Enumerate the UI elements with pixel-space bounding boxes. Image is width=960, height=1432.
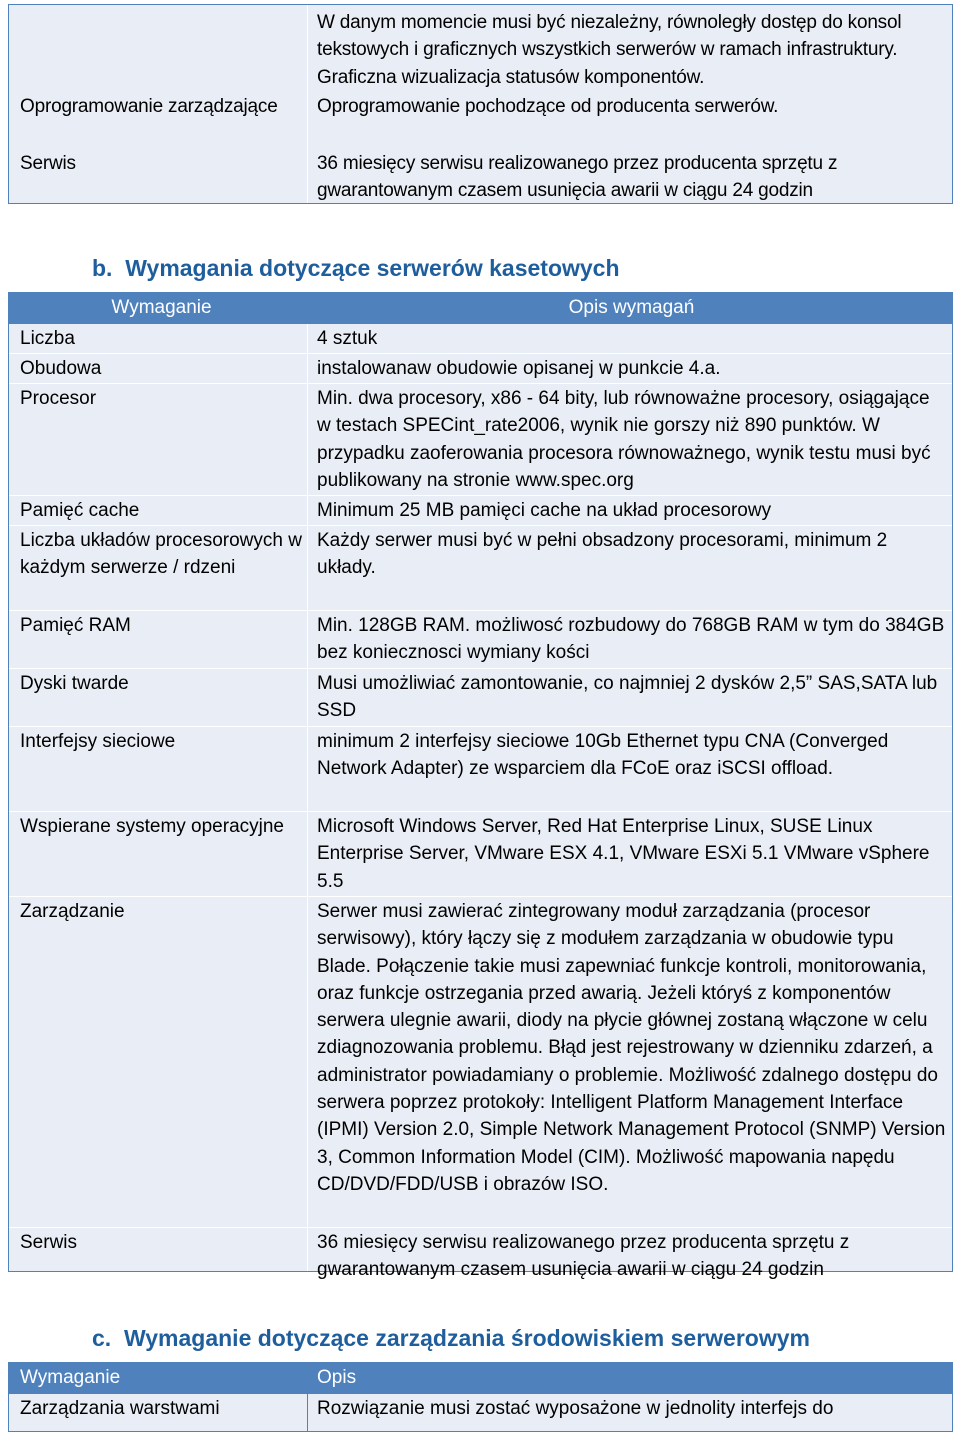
row-label: Procesor (20, 388, 97, 409)
table-row (9, 324, 952, 354)
header-requirement: Wymaganie (20, 1367, 121, 1388)
row-description: Każdy serwer musi być w pełni obsadzony procesorami, minimum 2 układy. (317, 530, 888, 579)
section-title: Wymagania dotyczące serwerów kasetowych (125, 255, 620, 281)
table-row (9, 812, 952, 897)
row-description: minimum 2 interfejsy sieciowe 10Gb Ethernet typu CNA (Converged Network Adapter) ze wsparciem dla FCoE oraz iSCSI offload. (317, 731, 889, 780)
row-description: instalowanaw obudowie opisanej w punkcie 4.a. (317, 358, 721, 379)
table-row (9, 354, 952, 384)
row-label: Liczba układów procesorowych w każdym serwerze / rdzeni (20, 530, 302, 579)
row-description: Min. dwa procesory, x86 - 64 bity, lub równoważne procesory, osiągające w testach SPECint_rate2006, wynik nie gorszy niż 890 punktów. W przypadku zaoferowania procesora równoważnego, wynik testu musi być publikowany na stronie www.spec.org (317, 388, 931, 491)
table-row (9, 384, 952, 496)
table-row (9, 150, 952, 205)
row-description: Rozwiązanie musi zostać wyposażone w jednolity interfejs do (317, 1398, 834, 1419)
header-requirement: Wymaganie (111, 297, 212, 318)
header-description: Opis wymagań (568, 297, 695, 318)
row-description: Oprogramowanie pochodzące od producenta serwerów. (317, 96, 779, 117)
section-letter: c. (92, 1325, 112, 1351)
row-description: 36 miesięcy serwisu realizowanego przez producenta sprzętu z gwarantowanym czasem usunięcia awarii w ciągu 24 godzin (317, 153, 838, 202)
row-description: Min. 128GB RAM. możliwosć rozbudowy do 768GB RAM w tym do 384GB bez koniecznosci wymiany kości (317, 615, 945, 664)
row-description: Musi umożliwiać zamontowanie, co najmniej 2 dysków 2,5” SAS,SATA lub SSD (317, 673, 938, 722)
row-description: Microsoft Windows Server, Red Hat Enterprise Linux, SUSE Linux Enterprise Server, VMware ESX 4.1, VMware ESXi 5.1 VMware vSphere 5.5 (317, 816, 930, 892)
row-label: Zarządzania warstwami (20, 1398, 220, 1419)
management-requirements-table (8, 1362, 953, 1432)
server-requirements-table (8, 292, 953, 1281)
row-label: Wspierane systemy operacyjne (20, 816, 284, 837)
table-row (9, 1228, 952, 1286)
section-title: Wymaganie dotyczące zarządzania środowiskiem serwerowym (123, 1325, 810, 1351)
header-description: Opis (317, 1367, 357, 1388)
table-row (9, 727, 952, 812)
section-letter: b. (92, 255, 113, 281)
row-description: Serwer musi zawierać zintegrowany moduł zarządzania (procesor serwisowy), który łączy się z modułem zarządzania w obudowie typu Blade. Połączenie takie musi zapewniać funkcje kontroli, monitorowania, oraz funkcje ostrzegania przed awarią. Jeżeli któryś z komponentów serwera ulegnie awarii, diody na płycie głównej zostaną włączone w celu zdiagnozowania problemu. Błąd jest rejestrowany w dzienniku zdarzeń, a administrator powiadamiany o problemie. Możliwość zdalnego dostępu do serwera poprzez protokoły: Intelligent Platform Management Interface (IPMI) Version 2.0, Simple Network Management Protocol (SNMP) Version 3, Common Information Model (CIM). Możliwość mapowania napędu CD/DVD/FDD/USB i obrazów ISO. (317, 901, 946, 1195)
table-row (9, 93, 952, 150)
table-header-row (9, 293, 952, 324)
row-description: W danym momencie musi być niezależny, równoległy dostęp do konsol tekstowych i graficznych wszystkich serwerów w ramach infrastruktury. Graficzna wizualizacja statusów komponentów. (317, 12, 902, 88)
row-label: Oprogramowanie zarządzające (20, 96, 278, 117)
table-row (9, 611, 952, 669)
table-row (9, 1394, 952, 1431)
row-label: Serwis (20, 153, 76, 174)
table-header-row (9, 1363, 952, 1394)
row-label (9, 9, 307, 93)
table-row (9, 526, 952, 611)
row-label: Dyski twarde (20, 673, 129, 694)
section-c-heading (92, 1325, 810, 1352)
row-label: Pamięć cache (20, 500, 140, 521)
row-label: Pamięć RAM (20, 615, 131, 636)
table-row (9, 897, 952, 1228)
table-row (9, 669, 952, 727)
row-label: Serwis (20, 1232, 78, 1253)
row-label: Zarządzanie (20, 901, 125, 922)
table-row (9, 496, 952, 526)
row-description: 36 miesięcy serwisu realizowanego przez producenta sprzętu z gwarantowanym czasem usunięcia awarii w ciągu 24 godzin (317, 1232, 850, 1281)
table-row (9, 5, 952, 93)
row-description: 4 sztuk (317, 328, 378, 349)
section-b-heading (92, 255, 620, 282)
row-label: Interfejsy sieciowe (20, 731, 176, 752)
row-label: Liczba (20, 328, 75, 349)
row-description: Minimum 25 MB pamięci cache na układ procesorowy (317, 500, 772, 521)
row-label: Obudowa (20, 358, 102, 379)
top-requirements-table (8, 4, 953, 204)
